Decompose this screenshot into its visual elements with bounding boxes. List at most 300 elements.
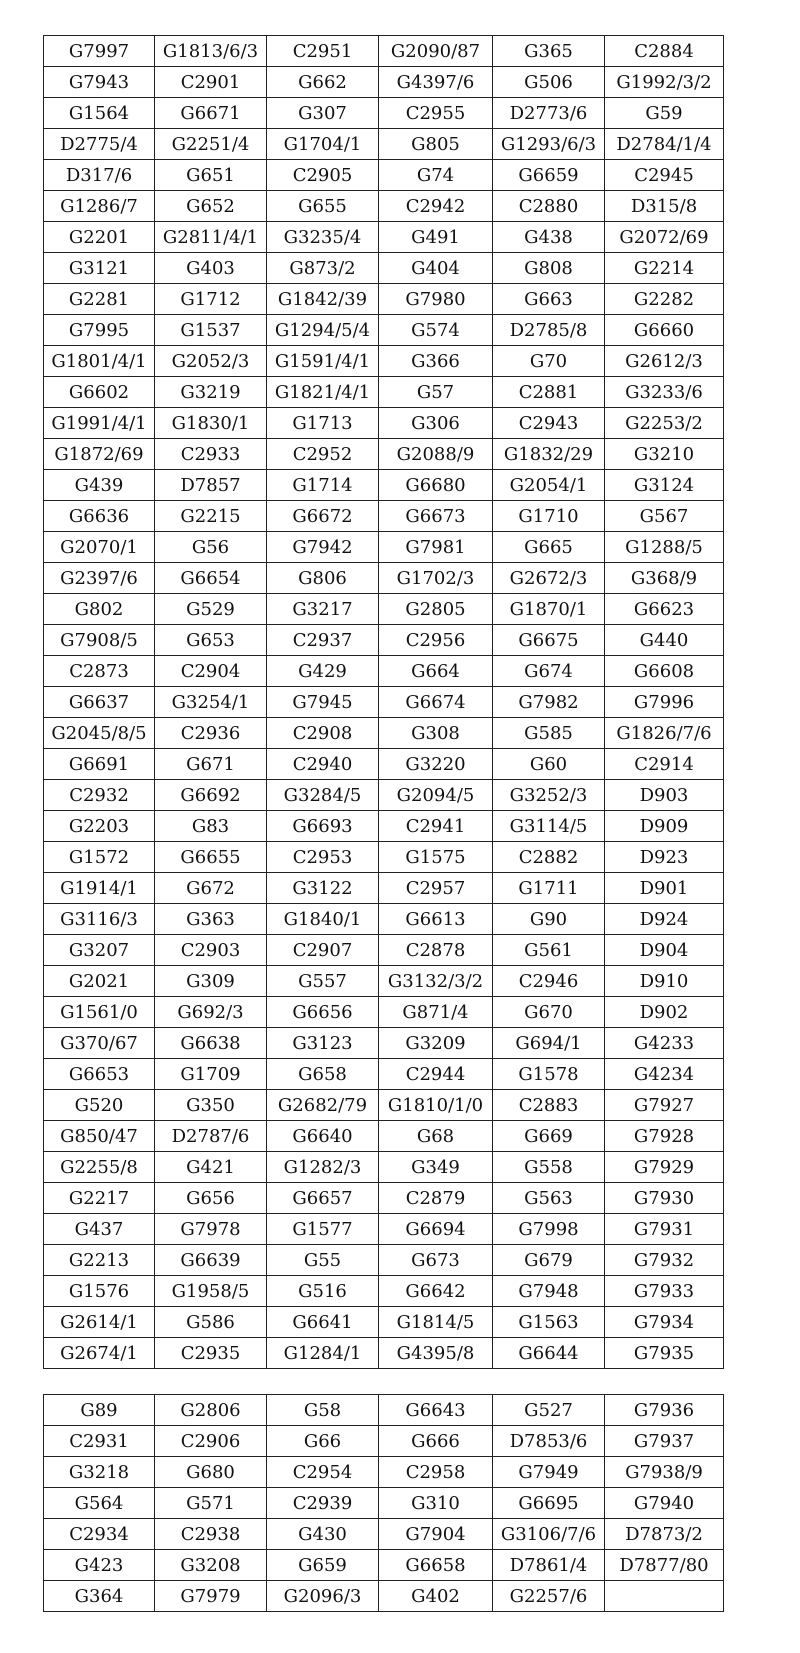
table-cell: G7981: [379, 532, 493, 563]
table-cell: G1872/69: [44, 439, 155, 470]
table-cell: G873/2: [267, 253, 379, 284]
table-cell: G6654: [155, 563, 267, 594]
table-cell: G58: [267, 1395, 379, 1426]
table-cell: G1712: [155, 284, 267, 315]
table-cell: G1564: [44, 98, 155, 129]
table-row: [44, 1426, 724, 1457]
table-cell: G6659: [493, 160, 605, 191]
table-cell: G364: [44, 1581, 155, 1612]
table-row: [44, 780, 724, 811]
table-cell: G7943: [44, 67, 155, 98]
table-cell: G2253/2: [605, 408, 724, 439]
table-cell: D2785/8: [493, 315, 605, 346]
table-cell: G7995: [44, 315, 155, 346]
table-cell: G653: [155, 625, 267, 656]
table-cell: G680: [155, 1457, 267, 1488]
table-row: [44, 98, 724, 129]
table-cell: G557: [267, 966, 379, 997]
table-cell: G3235/4: [267, 222, 379, 253]
table-cell: G6640: [267, 1121, 379, 1152]
table-cell: G671: [155, 749, 267, 780]
table-cell: G1710: [493, 501, 605, 532]
table-cell: G1704/1: [267, 129, 379, 160]
table-cell: G2672/3: [493, 563, 605, 594]
table-cell: G674: [493, 656, 605, 687]
code-table-bottom: [43, 1394, 724, 1612]
table-cell: G2201: [44, 222, 155, 253]
table-cell: G2251/4: [155, 129, 267, 160]
table-cell: G56: [155, 532, 267, 563]
table-cell: G3210: [605, 439, 724, 470]
table-cell: D909: [605, 811, 724, 842]
table-cell: G3114/5: [493, 811, 605, 842]
table-cell: G2614/1: [44, 1307, 155, 1338]
table-cell: G89: [44, 1395, 155, 1426]
table-row: [44, 36, 724, 67]
table-row: [44, 563, 724, 594]
table-cell: G6653: [44, 1059, 155, 1090]
table-cell: D2784/1/4: [605, 129, 724, 160]
table-cell: G3219: [155, 377, 267, 408]
table-cell: C2946: [493, 966, 605, 997]
table-cell: G3209: [379, 1028, 493, 1059]
table-cell: G1284/1: [267, 1338, 379, 1369]
table-cell: G3233/6: [605, 377, 724, 408]
table-cell: G6656: [267, 997, 379, 1028]
table-cell: C2883: [493, 1090, 605, 1121]
table-cell: G6602: [44, 377, 155, 408]
table-cell: C2878: [379, 935, 493, 966]
table-cell: G7982: [493, 687, 605, 718]
table-row: [44, 718, 724, 749]
table-row: [44, 1581, 724, 1612]
table-cell: C2933: [155, 439, 267, 470]
table-cell: G1992/3/2: [605, 67, 724, 98]
table-cell: G1830/1: [155, 408, 267, 439]
table-cell: G363: [155, 904, 267, 935]
table-cell: G806: [267, 563, 379, 594]
table-cell: G6637: [44, 687, 155, 718]
table-cell: G7934: [605, 1307, 724, 1338]
table-row: [44, 904, 724, 935]
table-row: [44, 191, 724, 222]
table-cell: G7940: [605, 1488, 724, 1519]
table-cell: G3123: [267, 1028, 379, 1059]
table-cell: G6644: [493, 1338, 605, 1369]
table-cell: G2282: [605, 284, 724, 315]
table-cell: G651: [155, 160, 267, 191]
table-cell: D315/8: [605, 191, 724, 222]
table-cell: G679: [493, 1245, 605, 1276]
table-cell: G7928: [605, 1121, 724, 1152]
table-cell: G2054/1: [493, 470, 605, 501]
table-cell: G438: [493, 222, 605, 253]
table-cell: G6695: [493, 1488, 605, 1519]
table-cell: C2941: [379, 811, 493, 842]
table-cell: G3106/7/6: [493, 1519, 605, 1550]
table-cell: G2806: [155, 1395, 267, 1426]
table-cell: G1591/4/1: [267, 346, 379, 377]
table-cell: G74: [379, 160, 493, 191]
table-cell: C2879: [379, 1183, 493, 1214]
table-cell: G350: [155, 1090, 267, 1121]
table-cell: G70: [493, 346, 605, 377]
table-cell: G3217: [267, 594, 379, 625]
table-row: [44, 532, 724, 563]
table-cell: C2938: [155, 1519, 267, 1550]
table-cell: C2934: [44, 1519, 155, 1550]
table-cell: G7935: [605, 1338, 724, 1369]
table-cell: G1711: [493, 873, 605, 904]
table-cell: G6673: [379, 501, 493, 532]
table-cell: G368/9: [605, 563, 724, 594]
table-cell: G3122: [267, 873, 379, 904]
table-cell: G306: [379, 408, 493, 439]
table-row: [44, 160, 724, 191]
table-row: [44, 1214, 724, 1245]
table-cell: C2904: [155, 656, 267, 687]
table-row: [44, 284, 724, 315]
table-cell: [605, 1581, 724, 1612]
table-cell: G694/1: [493, 1028, 605, 1059]
table-row: [44, 1307, 724, 1338]
table-cell: C2906: [155, 1426, 267, 1457]
table-cell: G2090/87: [379, 36, 493, 67]
table-cell: G60: [493, 749, 605, 780]
table-cell: G656: [155, 1183, 267, 1214]
table-cell: G669: [493, 1121, 605, 1152]
table-cell: G672: [155, 873, 267, 904]
table-cell: G2070/1: [44, 532, 155, 563]
table-cell: G6639: [155, 1245, 267, 1276]
table-cell: G7930: [605, 1183, 724, 1214]
table-cell: D910: [605, 966, 724, 997]
table-cell: G6636: [44, 501, 155, 532]
table-row: [44, 253, 724, 284]
table-cell: G6672: [267, 501, 379, 532]
table-cell: G7948: [493, 1276, 605, 1307]
table-cell: G1714: [267, 470, 379, 501]
table-cell: G437: [44, 1214, 155, 1245]
table-cell: G520: [44, 1090, 155, 1121]
table-cell: G307: [267, 98, 379, 129]
table-cell: G7908/5: [44, 625, 155, 656]
table-cell: G2096/3: [267, 1581, 379, 1612]
table-cell: G850/47: [44, 1121, 155, 1152]
table-cell: G4234: [605, 1059, 724, 1090]
table-cell: G692/3: [155, 997, 267, 1028]
table-cell: G2805: [379, 594, 493, 625]
table-cell: G491: [379, 222, 493, 253]
table-cell: G4233: [605, 1028, 724, 1059]
table-cell: C2907: [267, 935, 379, 966]
table-cell: G1537: [155, 315, 267, 346]
table-cell: G6691: [44, 749, 155, 780]
table-cell: G2811/4/1: [155, 222, 267, 253]
table-row: [44, 501, 724, 532]
table-cell: G440: [605, 625, 724, 656]
table-cell: G6641: [267, 1307, 379, 1338]
table-cell: G2094/5: [379, 780, 493, 811]
table-cell: G6693: [267, 811, 379, 842]
table-cell: G6657: [267, 1183, 379, 1214]
table-cell: G6680: [379, 470, 493, 501]
table-cell: G6692: [155, 780, 267, 811]
table-cell: G1702/3: [379, 563, 493, 594]
table-cell: G4397/6: [379, 67, 493, 98]
table-cell: G1821/4/1: [267, 377, 379, 408]
table-row: [44, 1090, 724, 1121]
table-cell: C2881: [493, 377, 605, 408]
table-cell: C2940: [267, 749, 379, 780]
table-cell: D923: [605, 842, 724, 873]
table-cell: G370/67: [44, 1028, 155, 1059]
table-cell: C2908: [267, 718, 379, 749]
table-cell: G308: [379, 718, 493, 749]
table-cell: G1563: [493, 1307, 605, 1338]
table-cell: G1293/6/3: [493, 129, 605, 160]
table-cell: G673: [379, 1245, 493, 1276]
table-row: [44, 1276, 724, 1307]
table-row: [44, 315, 724, 346]
table-cell: D901: [605, 873, 724, 904]
table-cell: G83: [155, 811, 267, 842]
table-cell: G3208: [155, 1550, 267, 1581]
table-cell: G2215: [155, 501, 267, 532]
table-cell: G663: [493, 284, 605, 315]
table-cell: G55: [267, 1245, 379, 1276]
table-cell: C2955: [379, 98, 493, 129]
table-cell: G1840/1: [267, 904, 379, 935]
table-row: [44, 749, 724, 780]
table-cell: G3207: [44, 935, 155, 966]
table-cell: G3218: [44, 1457, 155, 1488]
table-row: [44, 1395, 724, 1426]
table-cell: C2942: [379, 191, 493, 222]
table-cell: G7997: [44, 36, 155, 67]
table-row: [44, 1338, 724, 1369]
table-cell: G3116/3: [44, 904, 155, 935]
table-cell: G2612/3: [605, 346, 724, 377]
table-cell: G1572: [44, 842, 155, 873]
table-cell: G365: [493, 36, 605, 67]
table-cell: C2953: [267, 842, 379, 873]
table-cell: C2939: [267, 1488, 379, 1519]
table-row: [44, 1059, 724, 1090]
table-cell: G1826/7/6: [605, 718, 724, 749]
table-cell: G57: [379, 377, 493, 408]
table-cell: G6655: [155, 842, 267, 873]
table-cell: G574: [379, 315, 493, 346]
table-cell: G7998: [493, 1214, 605, 1245]
table-cell: C2880: [493, 191, 605, 222]
table-cell: G7938/9: [605, 1457, 724, 1488]
table-cell: G2281: [44, 284, 155, 315]
table-cell: G6674: [379, 687, 493, 718]
table-cell: C2937: [267, 625, 379, 656]
table-cell: D904: [605, 935, 724, 966]
table-cell: C2884: [605, 36, 724, 67]
table-cell: G564: [44, 1488, 155, 1519]
table-cell: G2217: [44, 1183, 155, 1214]
table-cell: G2214: [605, 253, 724, 284]
table-cell: G6694: [379, 1214, 493, 1245]
table-cell: G1801/4/1: [44, 346, 155, 377]
table-cell: C2944: [379, 1059, 493, 1090]
table-cell: G506: [493, 67, 605, 98]
table-row: [44, 1519, 724, 1550]
table-row: [44, 1183, 724, 1214]
table-cell: G59: [605, 98, 724, 129]
table-cell: G664: [379, 656, 493, 687]
table-cell: G7933: [605, 1276, 724, 1307]
table-cell: G3284/5: [267, 780, 379, 811]
table-cell: G1561/0: [44, 997, 155, 1028]
table-cell: G1991/4/1: [44, 408, 155, 439]
table-row: [44, 222, 724, 253]
table-row: [44, 594, 724, 625]
table-cell: G1842/39: [267, 284, 379, 315]
table-cell: C2914: [605, 749, 724, 780]
table-cell: G1914/1: [44, 873, 155, 904]
table-cell: C2945: [605, 160, 724, 191]
table-cell: G6613: [379, 904, 493, 935]
table-row: [44, 1550, 724, 1581]
table-row: [44, 439, 724, 470]
table-cell: G1288/5: [605, 532, 724, 563]
table-cell: G516: [267, 1276, 379, 1307]
table-cell: G3220: [379, 749, 493, 780]
table-cell: G7996: [605, 687, 724, 718]
table-cell: D2775/4: [44, 129, 155, 160]
table-row: [44, 470, 724, 501]
table-row: [44, 997, 724, 1028]
table-cell: C2956: [379, 625, 493, 656]
table-cell: G529: [155, 594, 267, 625]
table-cell: G66: [267, 1426, 379, 1457]
table-row: [44, 377, 724, 408]
table-cell: G1577: [267, 1214, 379, 1245]
code-table-bottom-body: [44, 1395, 724, 1612]
table-cell: G571: [155, 1488, 267, 1519]
table-row: [44, 1028, 724, 1059]
table-cell: G404: [379, 253, 493, 284]
table-cell: G439: [44, 470, 155, 501]
table-row: [44, 346, 724, 377]
table-cell: C2936: [155, 718, 267, 749]
table-cell: G6675: [493, 625, 605, 656]
table-cell: D7861/4: [493, 1550, 605, 1581]
table-row: [44, 129, 724, 160]
table-cell: G3121: [44, 253, 155, 284]
table-cell: G655: [267, 191, 379, 222]
table-cell: G2257/6: [493, 1581, 605, 1612]
table-cell: G7980: [379, 284, 493, 315]
table-cell: G423: [44, 1550, 155, 1581]
table-cell: G1810/1/0: [379, 1090, 493, 1121]
table-cell: G2682/79: [267, 1090, 379, 1121]
table-cell: G7936: [605, 1395, 724, 1426]
table-row: [44, 935, 724, 966]
table-cell: G1814/5: [379, 1307, 493, 1338]
table-cell: D902: [605, 997, 724, 1028]
table-cell: D317/6: [44, 160, 155, 191]
table-cell: G2021: [44, 966, 155, 997]
table-cell: G90: [493, 904, 605, 935]
table-cell: G561: [493, 935, 605, 966]
table-cell: G7931: [605, 1214, 724, 1245]
table-cell: G1832/29: [493, 439, 605, 470]
table-row: [44, 1488, 724, 1519]
table-row: [44, 811, 724, 842]
table-cell: G3254/1: [155, 687, 267, 718]
table-cell: G349: [379, 1152, 493, 1183]
table-row: [44, 1457, 724, 1488]
table-cell: G7932: [605, 1245, 724, 1276]
table-cell: C2951: [267, 36, 379, 67]
table-cell: G1709: [155, 1059, 267, 1090]
table-cell: D7877/80: [605, 1550, 724, 1581]
table-cell: G7904: [379, 1519, 493, 1550]
table-cell: D2787/6: [155, 1121, 267, 1152]
table-cell: C2903: [155, 935, 267, 966]
table-row: [44, 1152, 724, 1183]
table-cell: G871/4: [379, 997, 493, 1028]
table-cell: C2943: [493, 408, 605, 439]
table-cell: G2255/8: [44, 1152, 155, 1183]
table-cell: G1870/1: [493, 594, 605, 625]
table-cell: G402: [379, 1581, 493, 1612]
table-cell: G6642: [379, 1276, 493, 1307]
table-cell: D2773/6: [493, 98, 605, 129]
table-cell: D924: [605, 904, 724, 935]
table-cell: G586: [155, 1307, 267, 1338]
table-cell: G6643: [379, 1395, 493, 1426]
table-cell: G429: [267, 656, 379, 687]
table-row: [44, 966, 724, 997]
table-cell: G567: [605, 501, 724, 532]
table-row: [44, 656, 724, 687]
table-row: [44, 873, 724, 904]
table-cell: G666: [379, 1426, 493, 1457]
table-cell: G7937: [605, 1426, 724, 1457]
code-table-top: [43, 35, 724, 1369]
table-cell: G2088/9: [379, 439, 493, 470]
table-cell: C2958: [379, 1457, 493, 1488]
table-cell: C2935: [155, 1338, 267, 1369]
table-cell: G421: [155, 1152, 267, 1183]
table-cell: G7942: [267, 532, 379, 563]
table-cell: G658: [267, 1059, 379, 1090]
table-cell: G2674/1: [44, 1338, 155, 1369]
table-row: [44, 842, 724, 873]
table-cell: G2072/69: [605, 222, 724, 253]
table-cell: C2954: [267, 1457, 379, 1488]
table-cell: G527: [493, 1395, 605, 1426]
table-cell: G2052/3: [155, 346, 267, 377]
table-cell: C2952: [267, 439, 379, 470]
table-cell: G1286/7: [44, 191, 155, 222]
table-cell: G366: [379, 346, 493, 377]
table-cell: G805: [379, 129, 493, 160]
table-cell: G310: [379, 1488, 493, 1519]
table-cell: C2957: [379, 873, 493, 904]
table-cell: C2901: [155, 67, 267, 98]
table-cell: G6660: [605, 315, 724, 346]
table-row: [44, 67, 724, 98]
table-cell: G1576: [44, 1276, 155, 1307]
table-cell: G2213: [44, 1245, 155, 1276]
